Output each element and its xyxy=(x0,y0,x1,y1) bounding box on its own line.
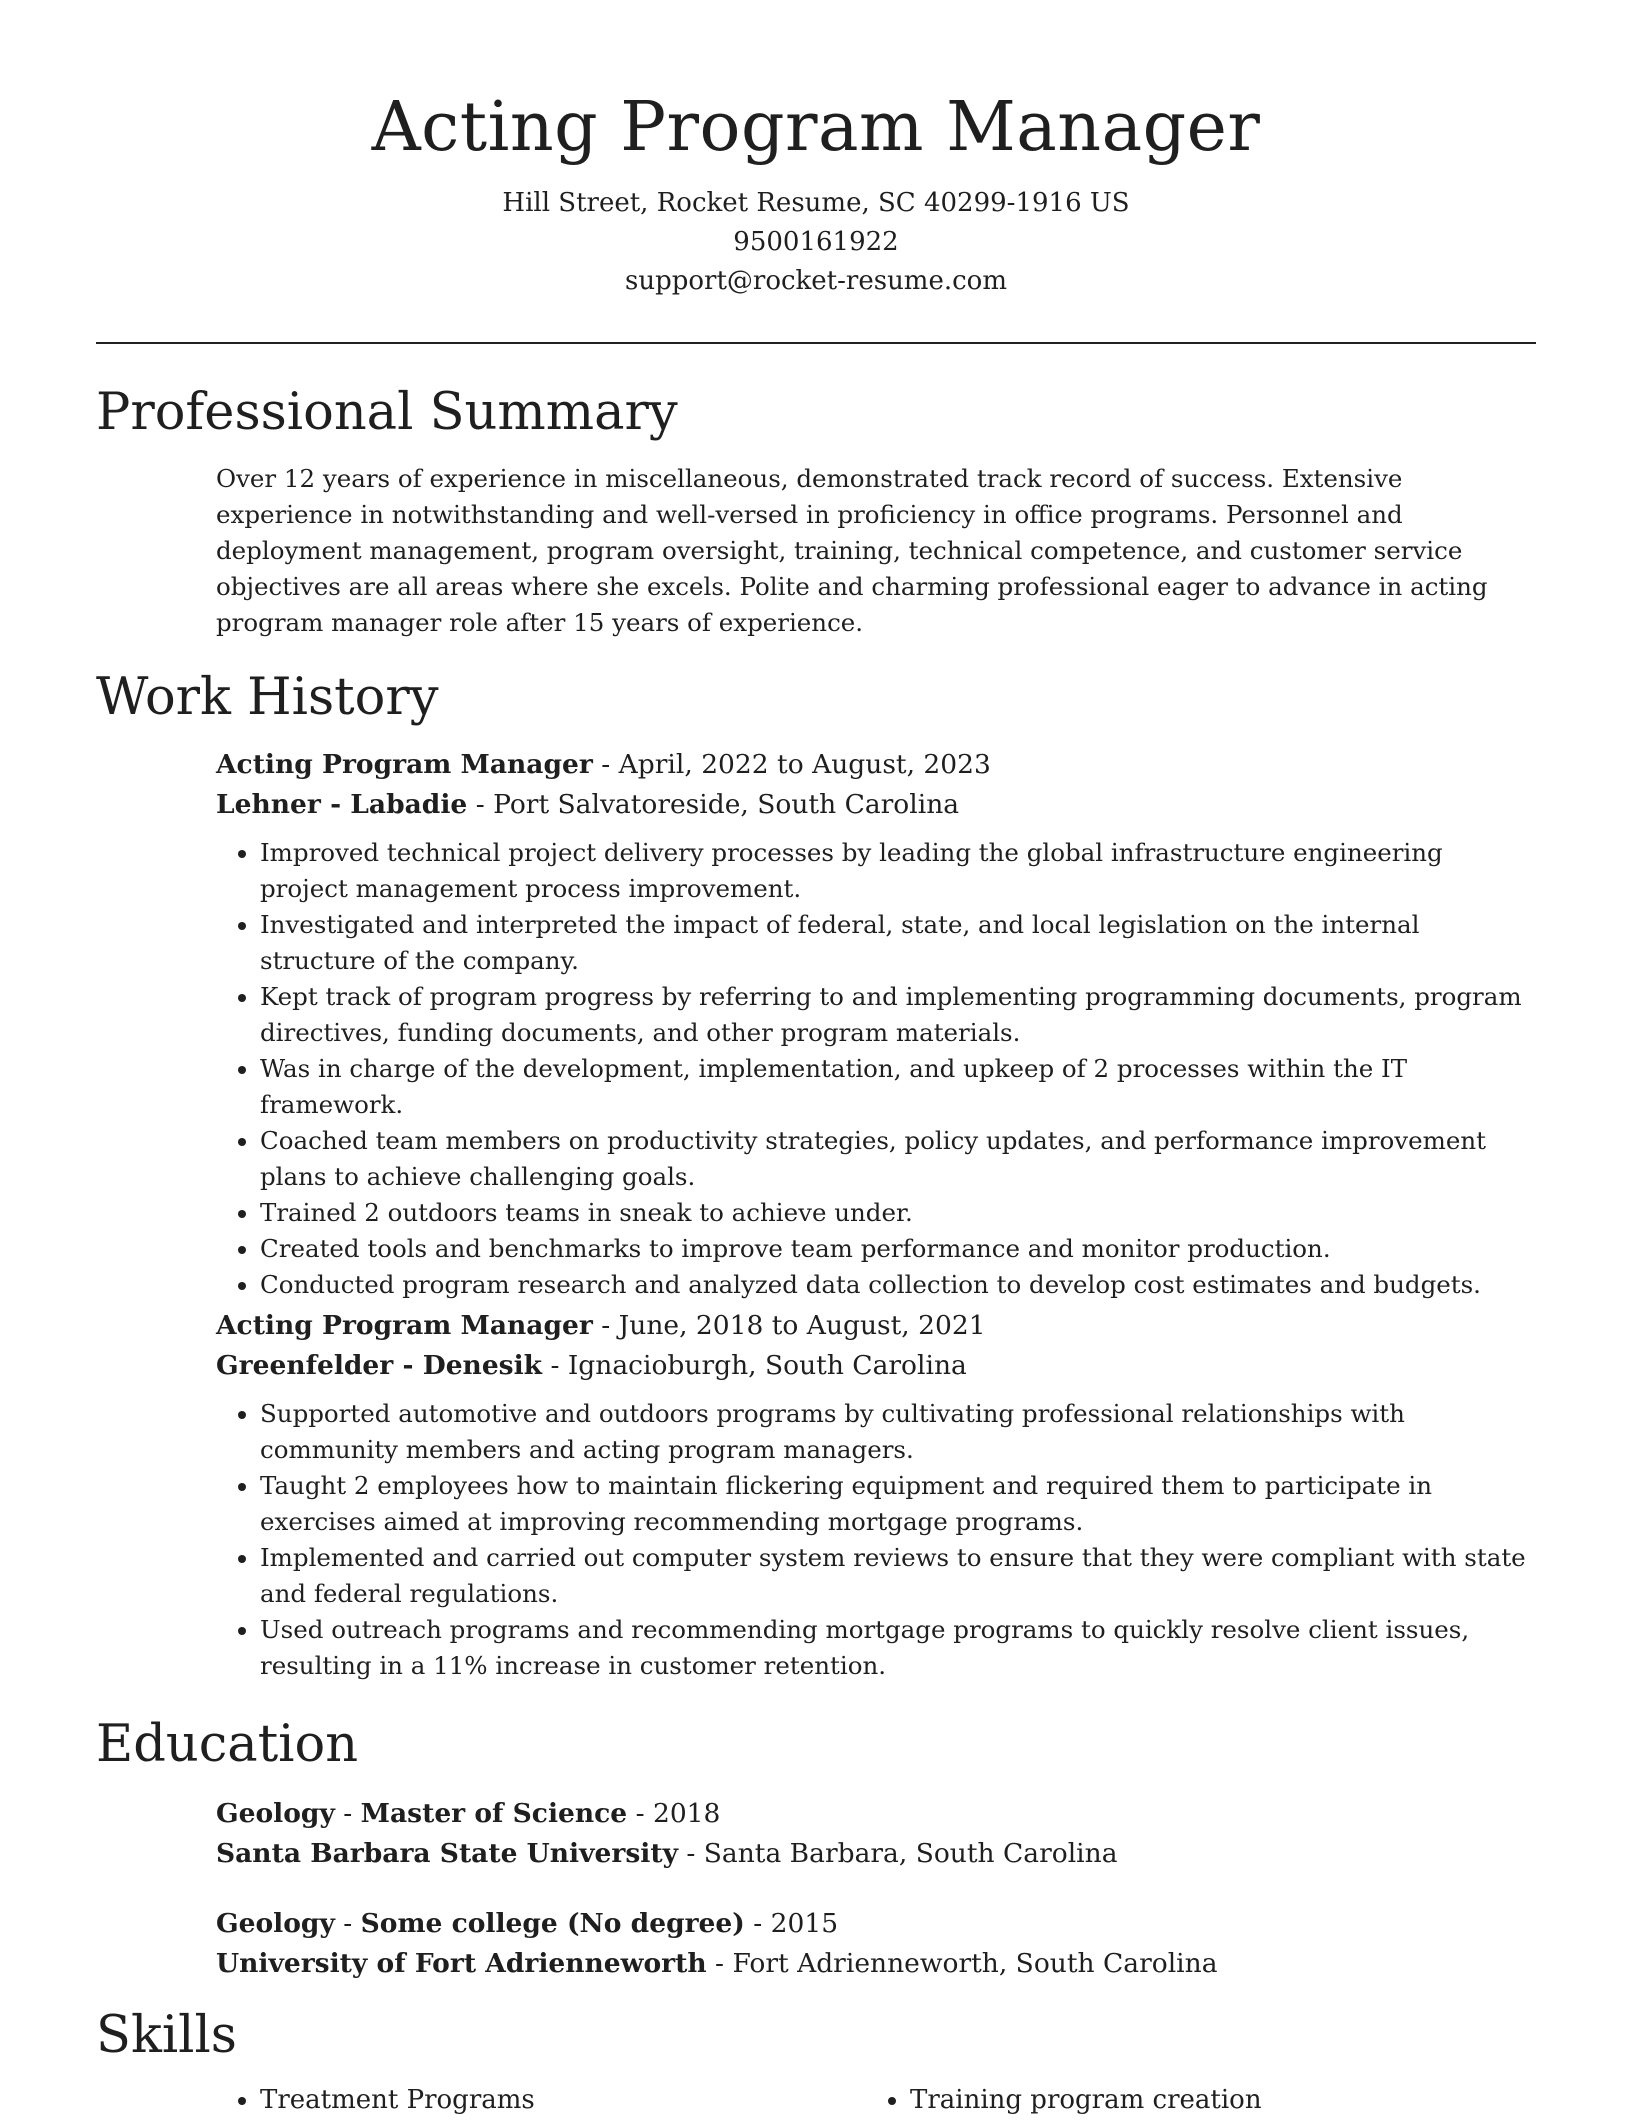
job-company-line xyxy=(216,785,1536,825)
job-company-line xyxy=(216,1346,1536,1386)
section-title-summary: Professional Summary xyxy=(96,383,678,442)
graduation-year: 2015 xyxy=(770,1908,839,1939)
degree-line xyxy=(216,1904,1536,1944)
list-item: • Created tools and benchmarks to improve team performance and monitor production. xyxy=(260,1231,1536,1267)
phone-number: 9500161922 xyxy=(733,227,899,257)
company-name: Lehner - Labadie xyxy=(216,789,468,820)
section-title-skills: Skills xyxy=(96,2006,237,2065)
job-title-line xyxy=(216,1306,1536,1346)
school-location: Santa Barbara, South Carolina xyxy=(703,1838,1118,1869)
field-of-study: Geology xyxy=(216,1798,335,1829)
separator: - xyxy=(592,1310,619,1341)
job-title-line xyxy=(216,745,1536,785)
summary-block xyxy=(216,461,1536,641)
candidate-name: Acting Program Manager xyxy=(371,88,1261,167)
job-location: Ignacioburgh, South Carolina xyxy=(567,1350,967,1381)
company-name: Greenfelder - Denesik xyxy=(216,1350,543,1381)
separator: - xyxy=(542,1350,568,1381)
header-divider xyxy=(96,342,1536,344)
job-bullet-list xyxy=(216,1396,1536,1684)
list-item: • Improved technical project delivery processes by leading the global infrastructure engineering project management process improvement. xyxy=(260,835,1536,907)
degree-line xyxy=(216,1794,1536,1834)
resume-header xyxy=(96,86,1536,301)
list-item: • Trained 2 outdoors teams in sneak to achieve under. xyxy=(260,1195,1536,1231)
list-item: • Supported automotive and outdoors programs by cultivating professional relationships with community members and acting program managers. xyxy=(260,1396,1536,1468)
graduation-year: 2018 xyxy=(652,1798,721,1829)
degree: Master of Science xyxy=(360,1798,628,1829)
separator: - xyxy=(592,749,619,780)
email-address: support@rocket-resume.com xyxy=(624,266,1007,296)
school-name: University of Fort Adrienneworth xyxy=(216,1948,707,1979)
list-item: • Was in charge of the development, implementation, and upkeep of 2 processes within the IT framework. xyxy=(260,1051,1536,1123)
school-line xyxy=(216,1834,1536,1874)
separator: - xyxy=(744,1908,771,1939)
section-title-work-history: Work History xyxy=(96,668,439,727)
job-location: Port Salvatoreside, South Carolina xyxy=(493,789,960,820)
list-item: • Taught 2 employees how to maintain flickering equipment and required them to participate in exercises aimed at improving recommending mortgage programs. xyxy=(260,1468,1536,1540)
job-dates: June, 2018 to August, 2021 xyxy=(618,1310,986,1341)
school-name: Santa Barbara State University xyxy=(216,1838,678,1869)
degree: Some college (No degree) xyxy=(360,1908,745,1939)
list-item: • Coached team members on productivity strategies, policy updates, and performance improvement plans to achieve challenging goals. xyxy=(260,1123,1536,1195)
separator: - xyxy=(334,1798,361,1829)
list-item: • Implemented and carried out computer system reviews to ensure that they were compliant with state and federal regulations. xyxy=(260,1540,1536,1612)
skill-item: • Treatment Programs xyxy=(260,2080,856,2120)
separator: - xyxy=(706,1948,733,1979)
section-title-education: Education xyxy=(96,1715,359,1774)
job-dates: April, 2022 to August, 2023 xyxy=(618,749,991,780)
skills-column-left xyxy=(216,2080,856,2120)
list-item: • Used outreach programs and recommending mortgage programs to quickly resolve client issues, resulting in a 11% increase in customer retention. xyxy=(260,1612,1536,1684)
list-item: • Investigated and interpreted the impact of federal, state, and local legislation on the internal structure of the company. xyxy=(260,907,1536,979)
education-entry xyxy=(216,1904,1536,1984)
education-entry xyxy=(216,1794,1536,1874)
job-entry xyxy=(216,745,1536,1303)
school-line xyxy=(216,1944,1536,1984)
field-of-study: Geology xyxy=(216,1908,335,1939)
separator: - xyxy=(627,1798,653,1829)
list-item: • Conducted program research and analyzed data collection to develop cost estimates and budgets. xyxy=(260,1267,1536,1303)
job-entry xyxy=(216,1306,1536,1684)
skill-item: • Training program creation xyxy=(910,2080,1506,2120)
job-title: Acting Program Manager xyxy=(216,1310,593,1341)
separator: - xyxy=(677,1838,704,1869)
separator: - xyxy=(334,1908,361,1939)
summary-text: Over 12 years of experience in miscellaneous, demonstrated track record of success. Extensive experience in notwithstanding and well-versed in proficiency in office programs. Personnel and deployment management, program oversight, training, technical competence, and customer service objectives are all areas where she excels. Polite and charming professional eager to advance in acting program manager role after 15 years of experience. xyxy=(216,464,1488,637)
skills-column-right xyxy=(866,2080,1506,2120)
job-title: Acting Program Manager xyxy=(216,749,593,780)
list-item: • Kept track of program progress by referring to and implementing programming documents, program directives, funding documents, and other program materials. xyxy=(260,979,1536,1051)
job-bullet-list xyxy=(216,835,1536,1303)
separator: - xyxy=(467,789,494,820)
school-location: Fort Adrienneworth, South Carolina xyxy=(732,1948,1218,1979)
address: Hill Street, Rocket Resume, SC 40299-1916 US xyxy=(502,188,1130,218)
